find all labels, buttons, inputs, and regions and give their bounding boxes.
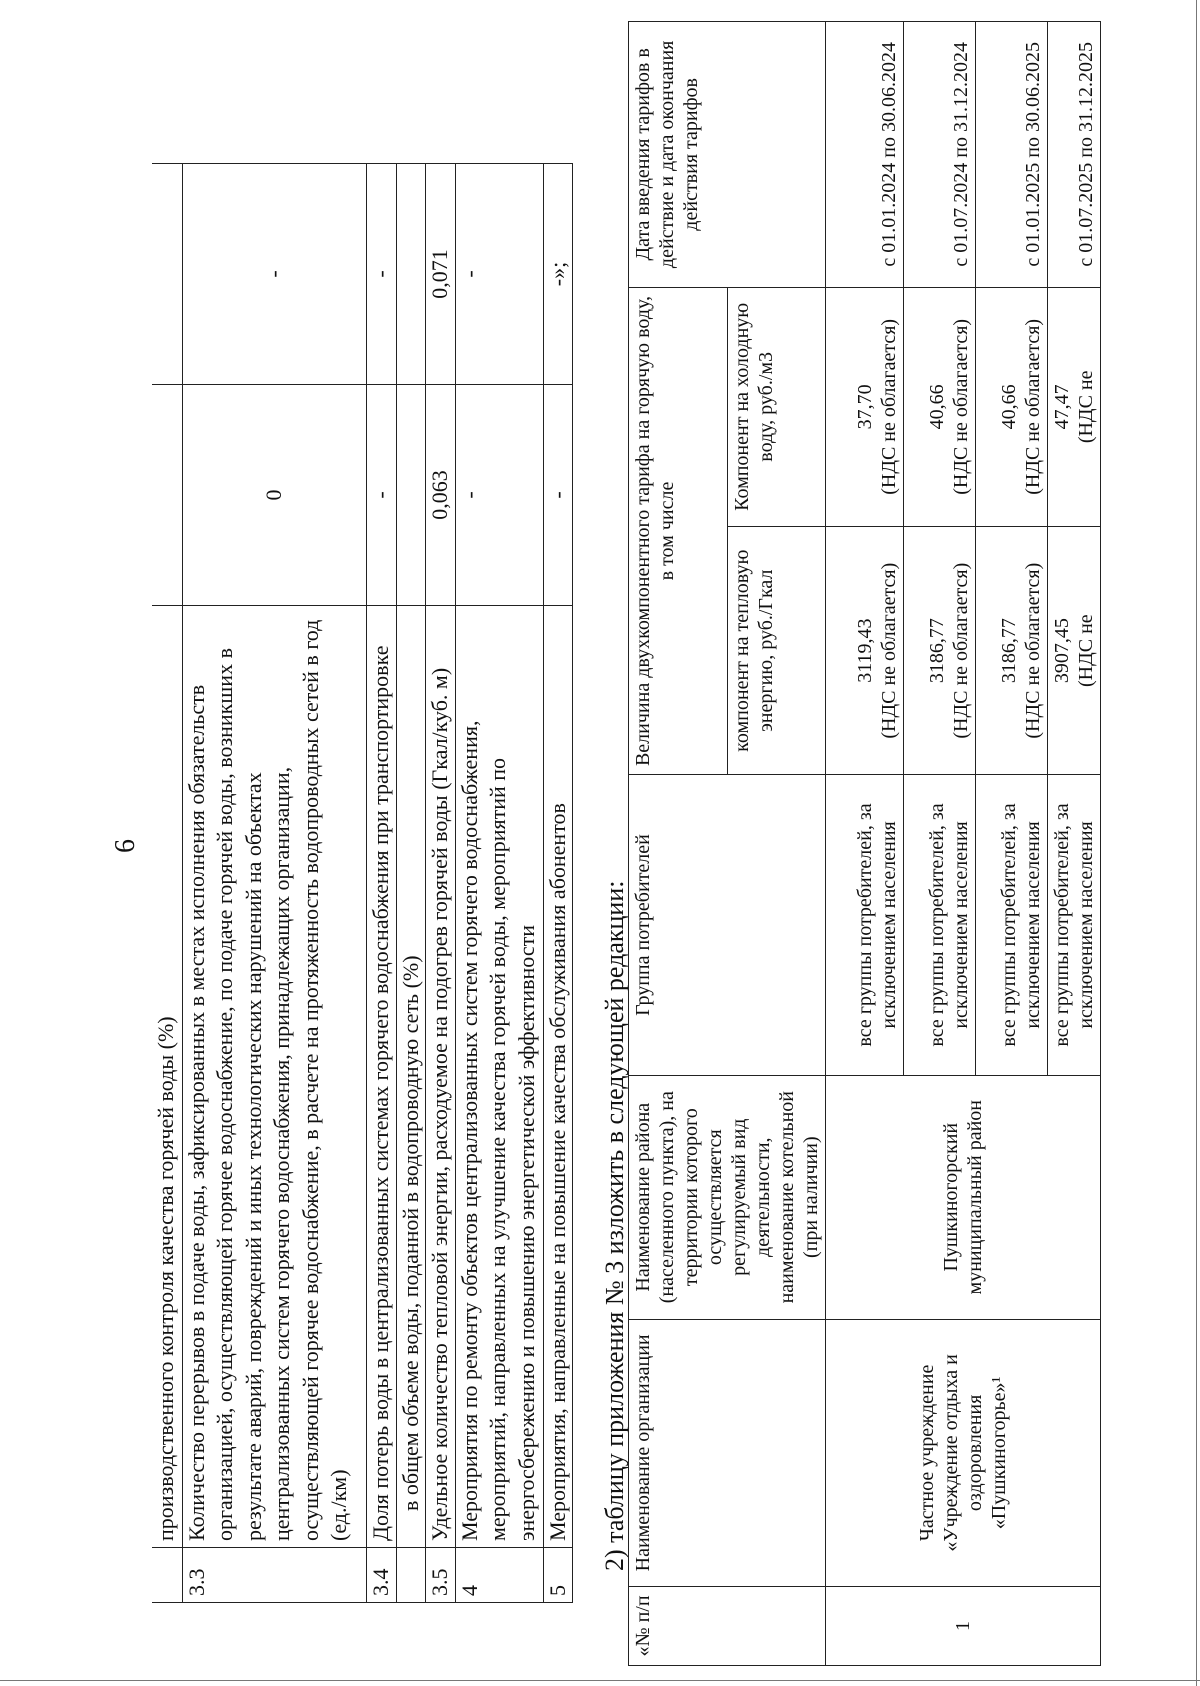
- row-number: 5: [543, 1548, 573, 1603]
- row-text: Мероприятия по ремонту объектов централизованных систем горячего водоснабжения, мероприятий, направленных на улучшение качества горячей воды, мероприятий по энергосбережению и повышению энергетической эффективности: [455, 606, 543, 1548]
- row-number: [396, 1548, 426, 1603]
- value-2024: [152, 385, 182, 606]
- row-number: 3.4: [366, 1548, 396, 1603]
- vat-note: (НДС не облагается): [950, 318, 972, 495]
- header-water-component: Компонент на холодную воду, руб./м3: [727, 287, 826, 526]
- vat-note: (НДС не: [1075, 614, 1097, 687]
- tariff-table: [628, 21, 1101, 1666]
- value-2025: -: [455, 164, 543, 385]
- vat-note: (НДС не облагается): [878, 318, 900, 495]
- table-row: [426, 164, 456, 1603]
- heat-value: 3186,77: [926, 618, 948, 684]
- organization-name: Частное учреждение «Учреждение отдыха и оздоровления «Пушкиногорье»¹: [826, 1319, 1101, 1586]
- header-heat-component: компонент на тепловую энергию, руб./Гкал: [727, 526, 826, 774]
- value-2025: [396, 164, 426, 385]
- row-number: 3.5: [426, 1548, 456, 1603]
- value-2025: -»;: [543, 164, 573, 385]
- vat-note: (НДС не облагается): [878, 562, 900, 739]
- row-text: Количество перерывов в подаче воды, зафиксированных в местах исполнения обязательств организацией, осуществляющей горячее водоснабжение, по подаче горячей воды, возникших в результате аварий, повреждений и иных технологических нарушений на объектах централизованных систем горячего водоснабжения, принадлежащих организации, осуществляющей горячее водоснабжение, в расчете на протяженность водопроводных сетей в год (ед./км): [182, 606, 366, 1548]
- consumer-group: все группы потребителей, за исключением населения: [1048, 775, 1101, 1075]
- row-text: Удельное количество тепловой энергии, расходуемое на подогрев горячей воды (Гкал/куб. м): [426, 606, 456, 1548]
- header-organization: Наименование организации: [629, 1319, 826, 1586]
- tariff-period: с 01.07.2025 по 31.12.2025: [1048, 22, 1101, 288]
- value-2024: -: [455, 385, 543, 606]
- heat-component-cell: [904, 526, 976, 774]
- heat-value: 3186,77: [998, 618, 1020, 684]
- value-2025: [152, 164, 182, 385]
- row-number: 3.3: [182, 1548, 366, 1603]
- water-value: 37,70: [854, 384, 876, 430]
- row-text: Мероприятия, направленные на повышение качества обслуживания абонентов: [543, 606, 573, 1548]
- vat-note: (НДС не облагается): [1022, 318, 1044, 495]
- header-tariff: Величина двухкомпонентного тарифа на горячую воду, в том числе: [629, 287, 728, 775]
- row-number: 4: [455, 1548, 543, 1603]
- row-text: производственного контроля качества горячей воды (%): [152, 606, 182, 1548]
- page-number: 6: [110, 839, 141, 853]
- header-consumer-group: Группа потребителей: [629, 775, 826, 1075]
- water-component-cell: [1048, 287, 1101, 526]
- header-district: Наименование района (населенного пункта), на территории которого осуществляется регулируемый вид деятельности, наименование котельной (при наличии): [629, 1075, 826, 1319]
- heat-component-cell: [976, 526, 1048, 774]
- heat-component-cell: [826, 526, 904, 774]
- water-value: 47,47: [1051, 384, 1073, 430]
- water-component-cell: [976, 287, 1048, 526]
- water-component-cell: [904, 287, 976, 526]
- water-value: 40,66: [998, 384, 1020, 430]
- value-2024: [396, 385, 426, 606]
- tariff-period: с 01.01.2025 по 30.06.2025: [976, 22, 1048, 288]
- heat-component-cell: [1048, 526, 1101, 774]
- header-row: [629, 22, 728, 1666]
- vat-note: (НДС не облагается): [1022, 562, 1044, 739]
- heat-value: 3119,43: [854, 618, 876, 683]
- row-text: Доля потерь воды в централизованных системах горячего водоснабжения при транспортировке: [366, 606, 396, 1548]
- value-2024: 0,063: [426, 385, 456, 606]
- table-row: [152, 164, 182, 1603]
- header-dates: Дата введения тарифов в действие и дата окончания действия тарифов: [629, 22, 826, 288]
- row-text: в общем объеме воды, поданной в водопроводную сеть (%): [396, 606, 426, 1548]
- table-row: [396, 164, 426, 1603]
- consumer-group: все группы потребителей, за исключением населения: [976, 775, 1048, 1075]
- row-number: [152, 1548, 182, 1603]
- water-value: 40,66: [926, 384, 948, 430]
- table-row: [543, 164, 573, 1603]
- consumer-group: все группы потребителей, за исключением населения: [826, 775, 904, 1075]
- value-2025: -: [366, 164, 396, 385]
- water-component-cell: [826, 287, 904, 526]
- tariff-period: с 01.07.2024 по 31.12.2024: [904, 22, 976, 288]
- district-name: Пушкиногорский муниципальный район: [826, 1075, 1101, 1319]
- indicators-table: [152, 163, 573, 1603]
- tariff-period: с 01.01.2024 по 30.06.2024: [826, 22, 904, 288]
- value-2025: 0,071: [426, 164, 456, 385]
- value-2024: -: [543, 385, 573, 606]
- vat-note: (НДС не: [1075, 370, 1097, 444]
- consumer-group: все группы потребителей, за исключением населения: [904, 775, 976, 1075]
- heat-value: 3907,45: [1051, 618, 1073, 684]
- vat-note: (НДС не облагается): [950, 562, 972, 739]
- table-row: [455, 164, 543, 1603]
- value-2025: -: [182, 164, 366, 385]
- amendment-caption: 2) таблицу приложения № 3 изложить в следующей редакции:: [600, 880, 629, 1571]
- row-number: 1: [826, 1586, 1101, 1665]
- value-2024: -: [366, 385, 396, 606]
- value-2024: 0: [182, 385, 366, 606]
- table-row: [826, 22, 904, 1666]
- header-num: «№ п/п: [629, 1586, 826, 1665]
- table-row: [366, 164, 396, 1603]
- table-row: [182, 164, 366, 1603]
